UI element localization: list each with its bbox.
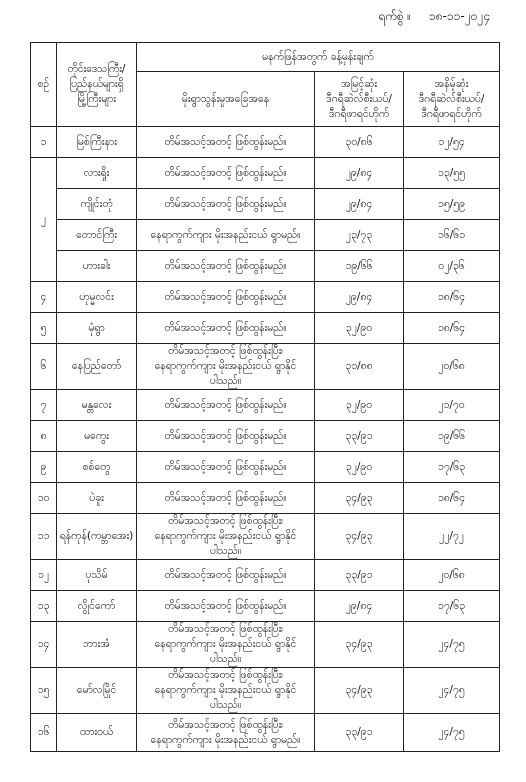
- row-number: ၁၃: [31, 591, 57, 622]
- header-region-line: တိုင်းဒေသကြီး/: [67, 63, 126, 75]
- rain-condition: [137, 591, 315, 622]
- table-row: [31, 158, 500, 189]
- min-temperature: ၁၃/၅၅: [404, 158, 500, 189]
- header-region: [57, 43, 137, 127]
- table-row: [31, 622, 500, 668]
- condition-line: တိမ်အသင့်အတင့် ဖြစ်ထွန်းမည်။: [164, 460, 287, 473]
- rain-condition: [137, 189, 315, 220]
- condition-line: တိမ်အသင့်အတင့် ဖြစ်ထွန်းမည်။: [164, 568, 287, 581]
- condition-line: နေရာကွက်ကျား မိုးအနည်းငယ် ရွာနိုင်ပါသည်။: [154, 684, 297, 711]
- max-temperature: ၂၉/၈၄: [315, 189, 404, 220]
- row-number: ၄: [31, 282, 57, 313]
- condition-line: တိမ်အသင့်အတင့် ဖြစ်ထွန်းမည်။: [164, 599, 287, 612]
- city-name: မုံရွာ: [57, 313, 137, 344]
- table-row: [31, 560, 500, 591]
- condition-line: တိမ်အသင့်အတင့် ဖြစ်ထွန်းပြီး၊: [168, 718, 283, 731]
- row-number: ၂: [31, 158, 57, 282]
- max-temperature: ၃၄/၉၃: [315, 483, 404, 514]
- header-min-line: ဒီဂရီဆဲလ်စီးယပ်/: [418, 92, 485, 105]
- header-max-line: ဒီဂရီဆဲလ်စီးယပ်/: [326, 92, 392, 105]
- header-max-line: ဒီဂရီဖာရင်ဟိုက်: [328, 107, 390, 120]
- date-label: ရက်စွဲ ။: [378, 9, 411, 23]
- rain-condition: [137, 251, 315, 282]
- table-row: [31, 344, 500, 390]
- city-name: လားရှိုး: [57, 158, 137, 189]
- header-min-line: ဒီဂရီဖာရင်ဟိုက်: [421, 107, 482, 120]
- table-row: [31, 313, 500, 344]
- min-temperature: ၂၀/၆၈: [404, 344, 500, 390]
- rain-condition: [137, 622, 315, 668]
- max-temperature: ၃၄/၉၃: [315, 622, 404, 668]
- condition-line: တိမ်အသင့်အတင့် ဖြစ်ထွန်းမည်။: [164, 135, 287, 148]
- rain-condition: [137, 714, 315, 752]
- min-temperature: ၁၂/၅၄: [404, 127, 500, 158]
- row-number: ၁၁: [31, 514, 57, 560]
- row-number: ၉: [31, 452, 57, 483]
- max-temperature: ၃၂/၉၀: [315, 313, 404, 344]
- city-name: တောင်ကြီး: [57, 220, 137, 251]
- rain-condition: [137, 390, 315, 421]
- condition-line: နေရာကွက်ကျား မိုးအနည်းငယ် ရွာမည်။: [150, 228, 301, 241]
- min-temperature: ၁၇/၆၃: [404, 591, 500, 622]
- max-temperature: ၃၄/၉၃: [315, 514, 404, 560]
- rain-condition: [137, 158, 315, 189]
- max-temperature: ၃၄/၉၃: [315, 668, 404, 714]
- row-number: ၆: [31, 344, 57, 390]
- city-name: ပုသိမ်: [57, 560, 137, 591]
- city-name: မော်လမြိုင်: [57, 668, 137, 714]
- rain-condition: [137, 452, 315, 483]
- max-temperature: ၃၂/၉၀: [315, 452, 404, 483]
- row-number: ၁၅: [31, 668, 57, 714]
- table-row: [31, 421, 500, 452]
- condition-line: နေရာကွက်ကျား မိုးအနည်းငယ် ရွာနိုင်ပါသည်။: [154, 638, 297, 665]
- city-name: လွိုင်ကော်: [57, 591, 137, 622]
- header-condition: မိုးရွာသွန်းမှုအခြေအနေ: [137, 72, 315, 127]
- max-temperature: ၂၉/၈၄: [315, 158, 404, 189]
- city-name: ထားဝယ်: [57, 714, 137, 752]
- condition-line: နေရာကွက်ကျား မိုးအနည်းငယ် ရွာနိုင်ပါသည်။: [154, 530, 297, 557]
- table-row: [31, 390, 500, 421]
- condition-line: တိမ်အသင့်အတင့် ဖြစ်ထွန်းမည်။: [164, 259, 287, 272]
- max-temperature: ၃၁/၈၈: [315, 344, 404, 390]
- min-temperature: ၂၄/၇၅: [404, 668, 500, 714]
- city-name: မန္တလေး: [57, 390, 137, 421]
- header-region-line: မြို့ကြီးများ: [77, 93, 116, 105]
- row-number: ၁၄: [31, 622, 57, 668]
- city-name: ရန်ကုန်(ကမ္ဘာအေး): [57, 514, 137, 560]
- max-temperature: ၂၉/၈၄: [315, 591, 404, 622]
- max-temperature: ၂၃/၇၃: [315, 220, 404, 251]
- row-number: ၁၀: [31, 483, 57, 514]
- document-date: [378, 8, 490, 26]
- max-temperature: ၃၃/၉၁: [315, 714, 404, 752]
- header-min-line: အနိမ့်ဆုံး: [434, 77, 469, 90]
- rain-condition: [137, 220, 315, 251]
- rain-condition: [137, 560, 315, 591]
- min-temperature: ၂၄/၇၅: [404, 622, 500, 668]
- city-name: ဟားခါး: [57, 251, 137, 282]
- min-temperature: ၁၈/၆၄: [404, 483, 500, 514]
- city-name: စစ်တွေ: [57, 452, 137, 483]
- header-max-line: အမြင့်ဆုံး: [340, 77, 378, 90]
- max-temperature: ၁၉/၆၆: [315, 251, 404, 282]
- city-name: ဟုမ္မလင်း: [57, 282, 137, 313]
- rain-condition: [137, 668, 315, 714]
- condition-line: နေရာကွက်ကျား မိုးအနည်းငယ် ရွာမည်။: [150, 733, 301, 746]
- table-row: [31, 483, 500, 514]
- table-row: [31, 452, 500, 483]
- header-max-temp: [315, 72, 404, 127]
- min-temperature: ၂၄/၇၅: [404, 714, 500, 752]
- min-temperature: ၁၈/၆၄: [404, 282, 500, 313]
- row-number: ၁၆: [31, 714, 57, 752]
- rain-condition: [137, 127, 315, 158]
- city-name: ကျိုင်းတုံ: [57, 189, 137, 220]
- row-number: ၁: [31, 127, 57, 158]
- row-number: ၇: [31, 390, 57, 421]
- condition-line: တိမ်အသင့်အတင့် ဖြစ်ထွန်းမည်။: [164, 398, 287, 411]
- table-row: [31, 668, 500, 714]
- condition-line: တိမ်အသင့်အတင့် ဖြစ်ထွန်းပြီး၊: [168, 345, 283, 357]
- rain-condition: [137, 282, 315, 313]
- rain-condition: [137, 344, 315, 390]
- table-row: [31, 282, 500, 313]
- city-name: မကွေး: [57, 421, 137, 452]
- condition-line: တိမ်အသင့်အတင့် ဖြစ်ထွန်းမည်။: [164, 429, 287, 442]
- condition-line: တိမ်အသင့်အတင့် ဖြစ်ထွန်းပြီး၊: [168, 669, 283, 681]
- table-row: [31, 189, 500, 220]
- max-temperature: ၃၃/၉၁: [315, 421, 404, 452]
- rain-condition: [137, 514, 315, 560]
- max-temperature: ၃၀/၈၆: [315, 127, 404, 158]
- condition-line: တိမ်အသင့်အတင့် ဖြစ်ထွန်းမည်။: [164, 321, 287, 334]
- condition-line: တိမ်အသင့်အတင့် ဖြစ်ထွန်းမည်။: [164, 491, 287, 504]
- min-temperature: ၂၂/၇၂: [404, 514, 500, 560]
- city-name: မြစ်ကြီးနား: [57, 127, 137, 158]
- min-temperature: ၁၈/၆၄: [404, 313, 500, 344]
- header-min-temp: [404, 72, 500, 127]
- row-number: ၁၂: [31, 560, 57, 591]
- table-row: [31, 127, 500, 158]
- date-value: ၁၈-၁၁-၂၀၂၄: [428, 9, 490, 23]
- min-temperature: ၁၆/၆၁: [404, 220, 500, 251]
- max-temperature: ၃၃/၉၁: [315, 560, 404, 591]
- min-temperature: ၂၁/၇၀: [404, 390, 500, 421]
- min-temperature: ၁၅/၅၉: [404, 189, 500, 220]
- condition-line: တိမ်အသင့်အတင့် ဖြစ်ထွန်းမည်။: [164, 166, 287, 179]
- min-temperature: ၁၇/၆၃: [404, 452, 500, 483]
- rain-condition: [137, 421, 315, 452]
- min-temperature: ၀၂/၃၆: [404, 251, 500, 282]
- min-temperature: ၁၉/၆၆: [404, 421, 500, 452]
- header-region-line: ပြည်နယ်များရှိ: [69, 78, 124, 90]
- condition-line: နေရာကွက်ကျား မိုးအနည်းငယ် ရွာနိုင်ပါသည်။: [154, 360, 297, 387]
- rain-condition: [137, 483, 315, 514]
- condition-line: တိမ်အသင့်အတင့် ဖြစ်ထွန်းပြီး၊: [168, 515, 283, 527]
- city-name: ပဲခူး: [57, 483, 137, 514]
- city-name: ဘားအံ: [57, 622, 137, 668]
- city-name: နေပြည်တော်: [57, 344, 137, 390]
- table-row: [31, 251, 500, 282]
- table-row: [31, 514, 500, 560]
- table-row: [31, 591, 500, 622]
- condition-line: တိမ်အသင့်အတင့် ဖြစ်ထွန်းမည်။: [164, 197, 287, 210]
- rain-condition: [137, 313, 315, 344]
- header-no: စဉ်: [31, 43, 57, 127]
- table-row: [31, 220, 500, 251]
- header-forecast-group: မနက်ဖြန်အတွက် ခန့်မှန်းချက်: [137, 43, 500, 72]
- condition-line: တိမ်အသင့်အတင့် ဖြစ်ထွန်းမည်။: [164, 290, 287, 303]
- weather-forecast-table: [30, 42, 500, 752]
- row-number: ၅: [31, 313, 57, 344]
- max-temperature: ၂၉/၈၄: [315, 282, 404, 313]
- condition-line: တိမ်အသင့်အတင့် ဖြစ်ထွန်းပြီး၊: [168, 623, 283, 635]
- table-row: [31, 714, 500, 752]
- min-temperature: ၂၀/၆၈: [404, 560, 500, 591]
- max-temperature: ၃၂/၉၀: [315, 390, 404, 421]
- row-number: ၈: [31, 421, 57, 452]
